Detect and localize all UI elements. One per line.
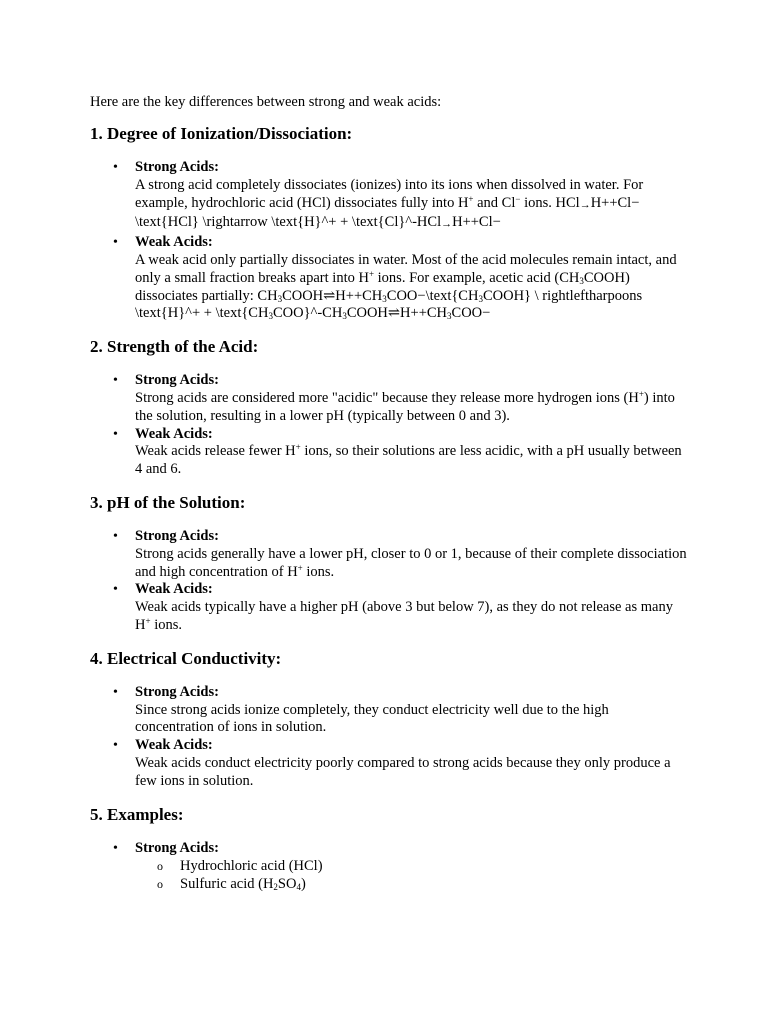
example-item-hcl: o Hydrochloric acid (HCl) <box>135 857 690 875</box>
section-title-examples: 5. Examples: <box>90 804 184 824</box>
strong-acids-label: • Strong Acids: <box>135 527 219 544</box>
reaction-arrow-icon: → <box>441 218 453 231</box>
section-list-ph <box>90 528 690 635</box>
section-list-conductivity <box>90 684 690 791</box>
weak-acids-text: Weak acids conduct electricity poorly compared to strong acids because they only produce a few ions in solution. <box>135 754 671 789</box>
section-list-examples <box>90 840 690 894</box>
list-item <box>90 528 690 581</box>
list-item <box>90 737 690 790</box>
list-item <box>90 159 690 234</box>
list-item <box>90 684 690 737</box>
weak-acids-label: • Weak Acids: <box>135 581 213 598</box>
weak-acids-label: • Weak Acids: <box>135 425 213 442</box>
list-item <box>90 372 690 425</box>
strong-acids-label: • Strong Acids: <box>135 372 219 389</box>
weak-acids-label: • Weak Acids: <box>135 234 213 251</box>
strong-acids-text: Since strong acids ionize completely, they conduct electricity well due to the high concentration of ions in solution. <box>135 701 609 736</box>
weak-acids-text: A weak acid only partially dissociates in water. Most of the acid molecules remain intact, and only a small fraction breaks apart into H+ ions. For example, acetic acid $(CH_3COOH)$ dissociates partially: $CH_3COOH\rightleftharpoons H++CH_3COO-\backslash text\{CH_3COOH\}$ \ rightleftharpoons \text{H}^+ + $\backslash text\{CH_3COO\}\^{}-CH_3COOH\rightleftharpoons H++CH_3COO-$ <box>135 251 677 322</box>
strong-acids-label: • Strong Acids: <box>135 159 219 175</box>
example-item-h2so4: o Sulfuric acid $(H_2SO_4)$ <box>135 875 690 893</box>
list-item <box>90 426 690 479</box>
list-item <box>90 581 690 634</box>
intro-text: Here are the key differences between strong and weak acids: <box>90 94 442 110</box>
strong-acids-label: • Strong Acids: <box>135 683 219 700</box>
weak-acids-label: • Weak Acids: <box>135 737 213 754</box>
list-item <box>90 840 690 894</box>
reaction-arrow-icon: → <box>579 198 591 211</box>
document-page <box>90 93 690 907</box>
strong-acids-text: Strong acids are considered more "acidic" because they release more hydrogen ions (H+) into the solution, resulting in a lower pH (typically between 0 and 3). <box>135 388 675 424</box>
strong-acids-label: • Strong Acids: <box>135 839 219 856</box>
section-list-ionization <box>90 159 690 323</box>
section-title-conductivity: 4. Electrical Conductivity: <box>90 648 282 668</box>
section-title-ph: 3. pH of the Solution: <box>90 492 246 512</box>
section-list-strength <box>90 372 690 479</box>
weak-acids-text: Weak acids typically have a higher pH (above 3 but below 7), as they do not release as many H+ ions. <box>135 599 673 633</box>
examples-sublist <box>135 857 690 893</box>
strong-acids-text: Strong acids generally have a lower pH, closer to 0 or 1, because of their complete dissociation and high concentration of H+ ions. <box>135 545 687 580</box>
weak-acids-text: Weak acids release fewer H+ ions, so their solutions are less acidic, with a pH usually between 4 and 6. <box>135 442 682 478</box>
section-title-ionization: 1. Degree of Ionization/Dissociation: <box>90 124 353 143</box>
section-title-strength: 2. Strength of the Acid: <box>90 337 259 357</box>
strong-acids-text: A strong acid completely dissociates (ionizes) into its ions when dissolved in water. For example, hydrochloric acid (HCl) dissociates fully into H+ and Cl− ions. HCl→H++Cl−\text{HCl} \rightarrow \text{H}^+ + \text{Cl}^-HCl→H++Cl− <box>135 176 644 231</box>
list-item <box>90 234 690 323</box>
